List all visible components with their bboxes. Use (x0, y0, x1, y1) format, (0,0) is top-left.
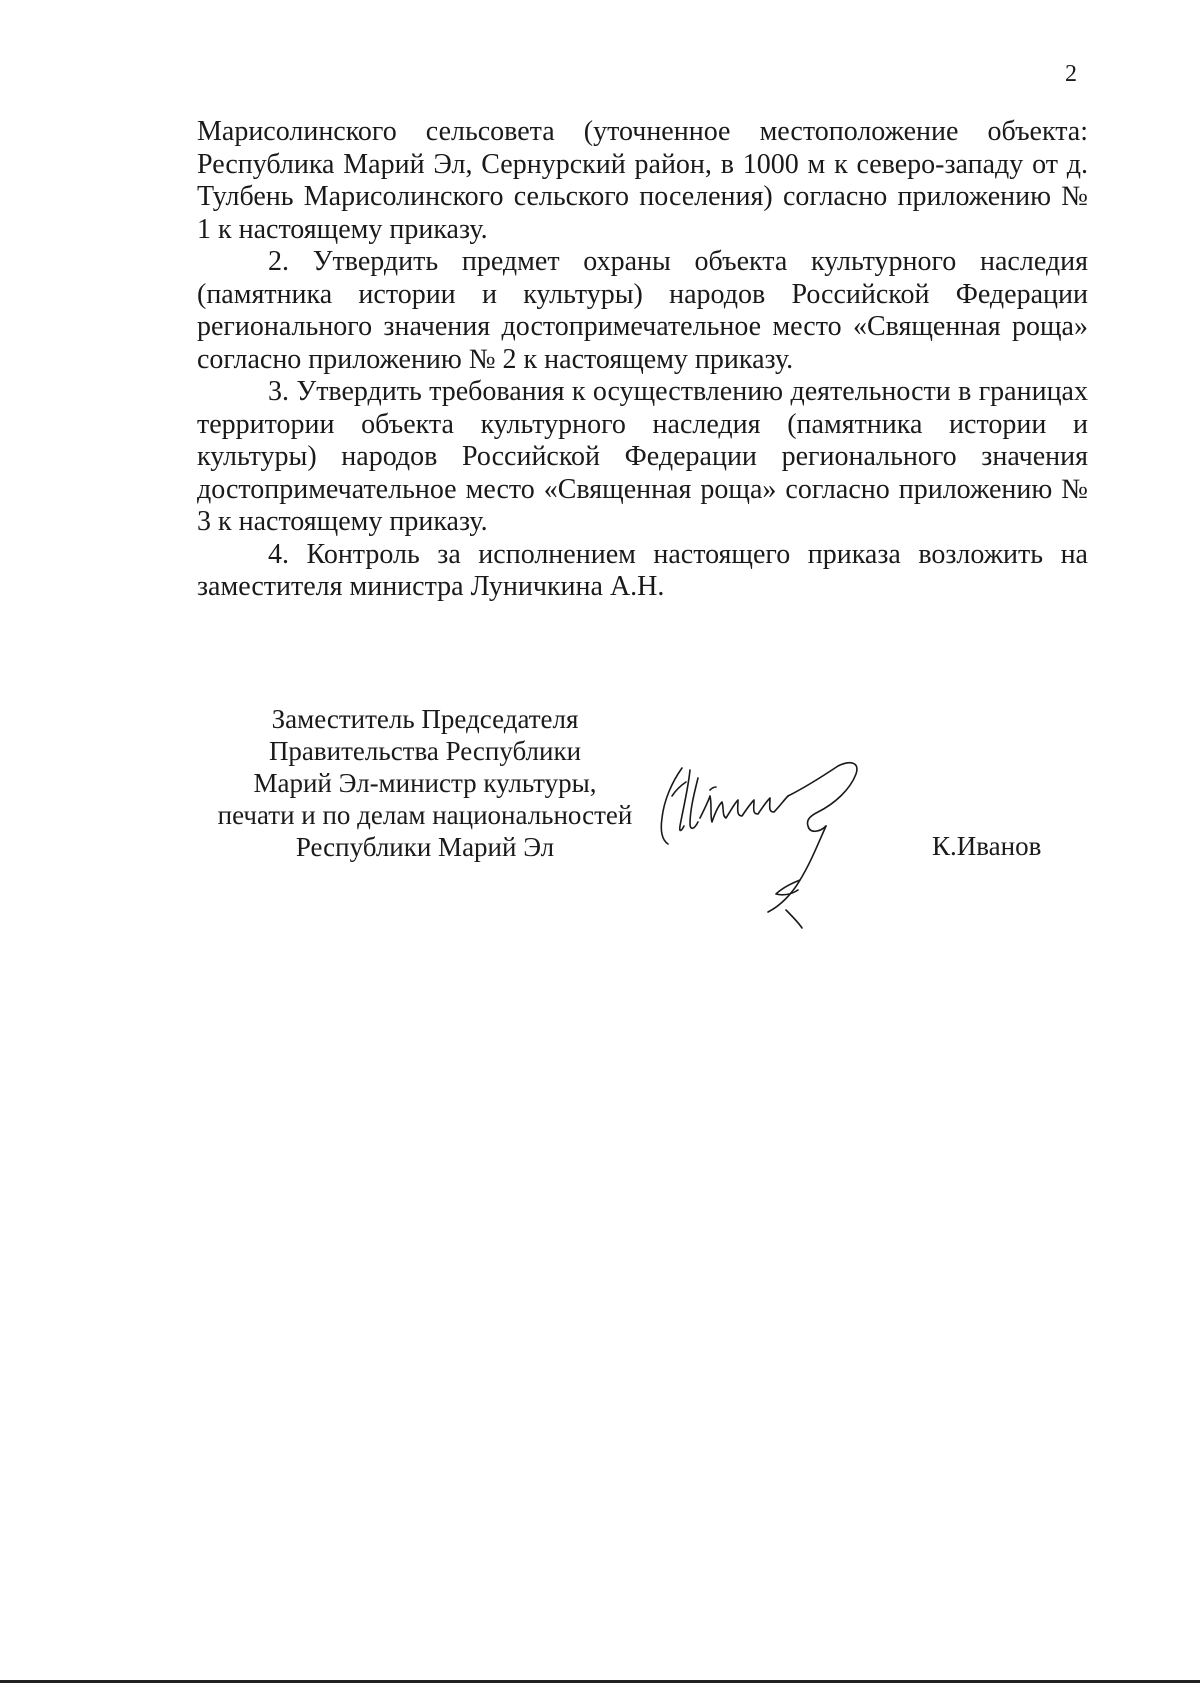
paragraph-item-2: 2. Утвердить предмет охраны объекта культурного наследия (памятника истории и культуры) народов Российской Федерации регионального значения достопримечательное место «Священная роща» согласно приложению № 2 к настоящему приказу. (197, 246, 1088, 375)
paragraph-continuation: Марисолинского сельсовета (уточненное местоположение объекта: Республика Марий Эл, Сернурский район, в 1000 м к северо-западу от д. Тулбень Марисолинского сельского поселения) согласно приложению № 1 к настоящему приказу. (197, 116, 1088, 245)
document-body (197, 116, 1088, 604)
signatory-title-line: печати и по делам национальностей (217, 800, 633, 830)
signatory-title (200, 703, 650, 863)
signatory-title-line: Заместитель Председателя (271, 704, 579, 734)
paragraph-item-4: 4. Контроль за исполнением настоящего приказа возложить на заместителя министра Луничкина А.Н. (197, 538, 1088, 602)
paragraph-item-3: 3. Утвердить требования к осуществлению деятельности в границах территории объекта культурного наследия (памятника истории и культуры) народов Российской Федерации регионального значения достопримечательное место «Священная роща» согласно приложению № 3 к настоящему приказу. (197, 376, 1088, 537)
page-number: 2 (1065, 61, 1077, 87)
scan-edge-line (0, 1680, 1200, 1683)
signer-name: К.Иванов (932, 831, 1042, 861)
signatory-title-line: Правительства Республики (268, 736, 582, 766)
signatory-title-line: Республики Марий Эл (295, 832, 555, 862)
signatory-title-line: Марий Эл-министр культуры, (253, 768, 597, 798)
